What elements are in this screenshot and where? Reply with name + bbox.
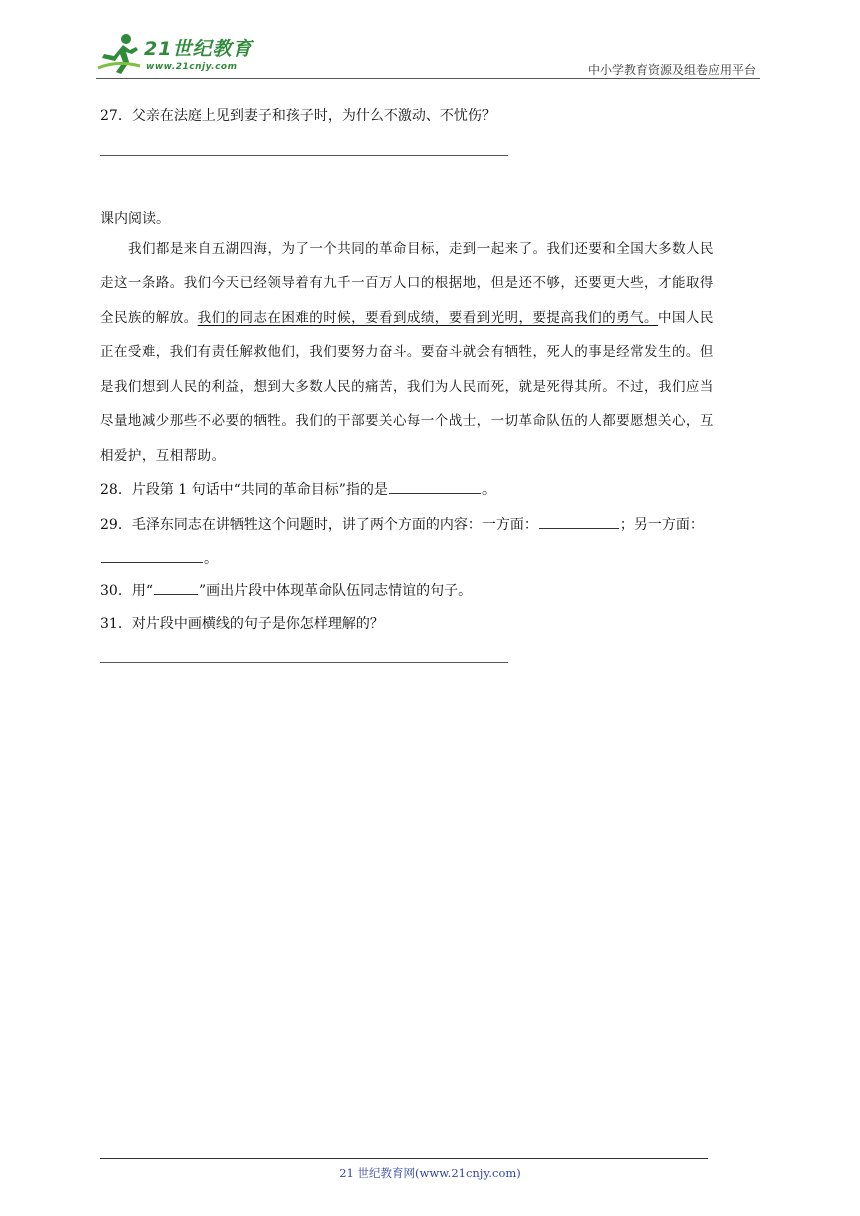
question-28-end: 。 (481, 482, 496, 498)
logo-brand-text: 21世纪教育 (144, 38, 253, 60)
logo-url-text: www.21cnjy.com (146, 62, 238, 72)
question-29-end: 。 (204, 551, 218, 567)
runner-logo-icon (96, 32, 142, 76)
passage-text: 中国人民 (658, 310, 714, 326)
question-30 (100, 580, 472, 601)
header-divider (96, 78, 760, 79)
passage-line (100, 306, 714, 326)
answer-blank-29a[interactable] (539, 514, 619, 529)
passage-line: 正在受难，我们有责任解救他们，我们要努力奋斗。要奋斗就会有牺牲，死人的事是经常发生的。但 (100, 344, 714, 360)
passage-text: 全民族的解放。 (100, 310, 198, 326)
line-sample-30 (154, 580, 198, 595)
question-29-cont (100, 548, 218, 569)
question-28 (100, 479, 496, 500)
question-27: 27．父亲在法庭上见到妻子和孩子时，为什么不激动、不忧伤？ (100, 108, 496, 124)
passage-line: 相爱护，互相帮助。 (100, 448, 226, 464)
platform-name: 中小学教育资源及组卷应用平台 (587, 63, 756, 77)
question-30-end: ”画出片段中体现革命队伍同志情谊的句子。 (198, 583, 473, 599)
answer-line-31[interactable] (100, 662, 508, 663)
passage-line: 走这一条路。我们今天已经领导着有九千一百万人口的根据地，但是还不够，还要更大些，才能取得 (100, 275, 714, 291)
question-31: 31．对片段中画横线的句子是你怎样理解的？ (100, 616, 384, 632)
passage-line: 尽量地减少那些不必要的牺牲。我们的干部要关心每一个战士，一切革命队伍的人都要愿想关心，互 (100, 413, 714, 429)
answer-line-27[interactable] (100, 155, 508, 156)
footer-divider (100, 1158, 708, 1159)
question-29-mid: ；另一方面： (619, 517, 704, 533)
answer-blank-29b[interactable] (101, 548, 203, 563)
question-29-text: 29．毛泽东同志在讲牺牲这个问题时，讲了两个方面的内容：一方面： (100, 517, 538, 533)
section-title: 课内阅读。 (100, 211, 170, 227)
footer-text[interactable]: 21 世纪教育网(www.21cnjy.com) (339, 1166, 521, 1180)
question-30-text: 30．用“ (100, 583, 153, 599)
question-29 (100, 514, 704, 535)
answer-blank-28[interactable] (389, 479, 481, 494)
question-28-text: 28．片段第 1 句话中“共同的革命目标”指的是 (100, 482, 388, 498)
underlined-sentence: 我们的同志在困难的时候，要看到成绩，要看到光明，要提高我们的勇气。 (197, 310, 659, 326)
passage-line: 是我们想到人民的利益，想到大多数人民的痛苦，我们为人民而死，就是死得其所。不过，我们应当 (100, 379, 714, 395)
page-header (96, 28, 760, 80)
site-logo (96, 32, 256, 76)
passage-line: 我们都是来自五湖四海，为了一个共同的革命目标，走到一起来了。我们还要和全国大多数人民 (128, 241, 714, 257)
